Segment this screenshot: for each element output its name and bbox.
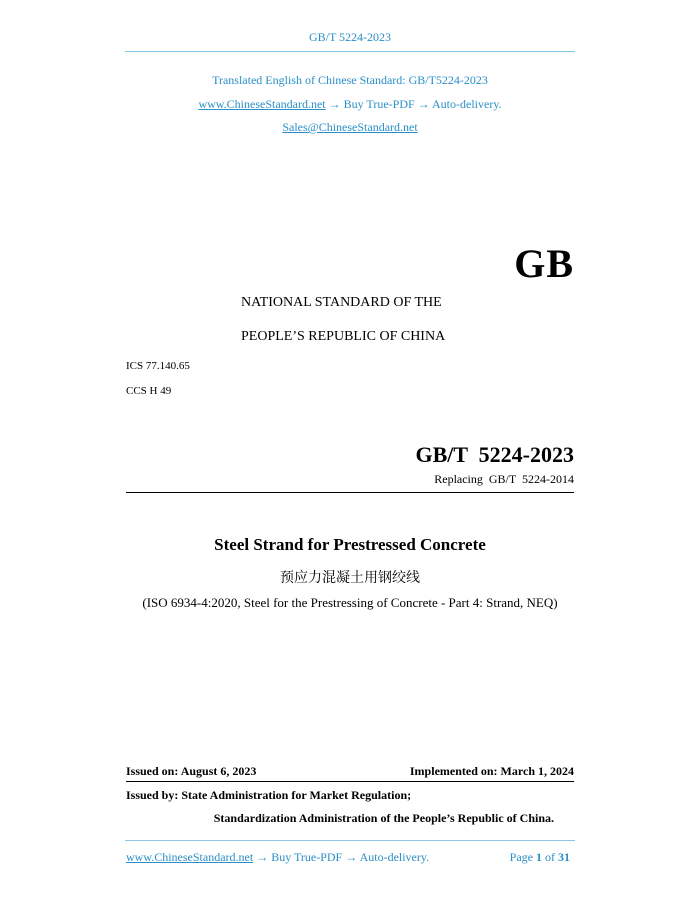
replacing-note: Replacing GB/T 5224-2014: [434, 472, 574, 486]
issued-by-line1: Issued by: State Administration for Market Regulation;: [126, 788, 412, 802]
page-total: 31: [558, 850, 570, 864]
page-indicator: [510, 850, 570, 865]
site-link[interactable]: www.ChineseStandard.net: [198, 97, 326, 111]
title-chinese: 预应力混凝土用钢绞线: [280, 570, 420, 586]
standard-number: GB/T 5224-2023: [415, 442, 574, 467]
national-standard-line2: PEOPLE’S REPUBLIC OF CHINA: [241, 329, 446, 344]
page-number: 1: [536, 850, 542, 864]
email-link[interactable]: Sales@ChineseStandard.net: [282, 120, 418, 134]
ccs-code: CCS H 49: [126, 385, 172, 397]
header-divider: [125, 51, 575, 52]
page-label: Page: [509, 850, 533, 864]
translated-line: Translated English of Chinese Standard: GB/T5224-2023: [212, 73, 488, 87]
header-standard-code: GB/T 5224-2023: [308, 30, 392, 44]
implemented-on: Implemented on: March 1, 2024: [409, 764, 574, 778]
ics-code: ICS 77.140.65: [126, 360, 190, 372]
footer-site-link[interactable]: www.ChineseStandard.net: [126, 850, 254, 864]
footer-divider: [125, 840, 575, 841]
footer-buy-text: → Buy True-PDF → Auto-delivery.: [253, 850, 430, 864]
national-standard-line1: NATIONAL STANDARD OF THE: [241, 295, 442, 310]
gb-mark: GB: [514, 241, 574, 286]
footer-buy-line: [126, 850, 429, 865]
buy-text: → Buy True-PDF → Auto-delivery.: [325, 97, 502, 111]
email-line: [0, 120, 700, 135]
title-divider: [126, 492, 574, 493]
issued-divider: [126, 781, 574, 782]
buy-line: [0, 97, 700, 112]
issued-on: Issued on: August 6, 2023: [126, 764, 257, 778]
issued-by-line2: Standardization Administration of the People’s Republic of China.: [213, 811, 554, 825]
of-label: of: [545, 850, 555, 864]
iso-reference: (ISO 6934-4:2020, Steel for the Prestressing of Concrete - Part 4: Strand, NEQ): [142, 595, 558, 610]
title-english: Steel Strand for Prestressed Concrete: [214, 535, 486, 554]
